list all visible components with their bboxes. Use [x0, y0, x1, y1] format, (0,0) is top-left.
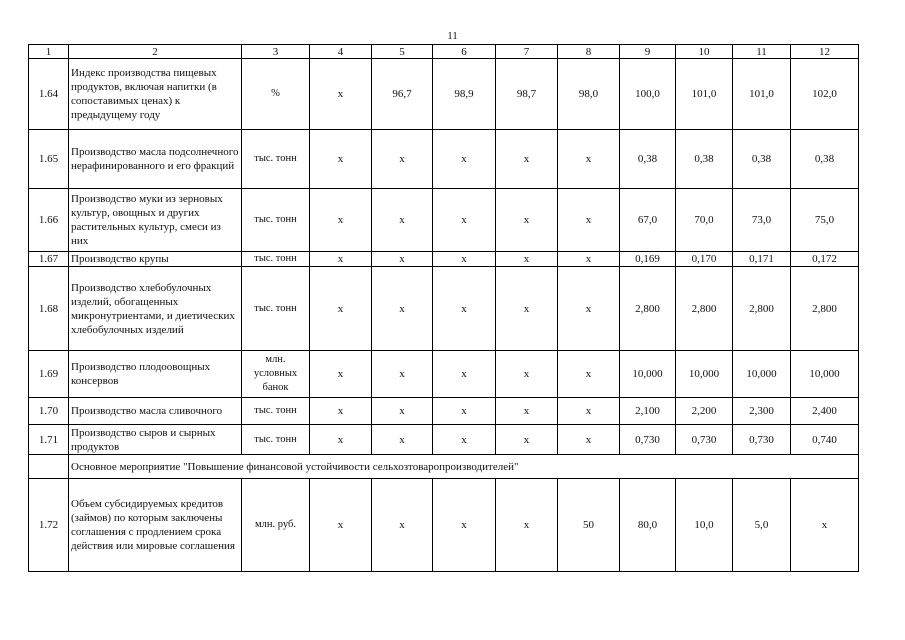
value-cell: 10,000 [791, 351, 859, 398]
value-cell: 101,0 [676, 59, 733, 130]
value-cell: х [433, 398, 496, 425]
row-number: 1.68 [29, 267, 69, 351]
value-cell: х [372, 189, 433, 252]
value-cell: 98,9 [433, 59, 496, 130]
table-row [29, 59, 859, 130]
unit-cell: млн. условных банок [242, 351, 310, 398]
value-cell: х [372, 398, 433, 425]
value-cell: 10,000 [676, 351, 733, 398]
row-number: 1.72 [29, 479, 69, 572]
indicator-name: Объем субсидируемых кредитов (займов) по которым заключены соглашения с продлением срока действия или мировые соглашения [69, 479, 242, 572]
value-cell: 5,0 [733, 479, 791, 572]
value-cell: 102,0 [791, 59, 859, 130]
header-cell: 2 [69, 45, 242, 59]
value-cell: 0,38 [676, 130, 733, 189]
value-cell: 10,000 [733, 351, 791, 398]
unit-cell: тыс. тонн [242, 252, 310, 267]
header-cell: 11 [733, 45, 791, 59]
header-cell: 4 [310, 45, 372, 59]
indicators-table [28, 44, 859, 572]
row-number: 1.67 [29, 252, 69, 267]
header-row [29, 45, 859, 59]
unit-cell: тыс. тонн [242, 425, 310, 455]
value-cell: х [496, 130, 558, 189]
value-cell: х [372, 130, 433, 189]
page-number: 11 [447, 30, 458, 42]
value-cell: 0,38 [733, 130, 791, 189]
indicator-name: Производство плодоовощных консервов [69, 351, 242, 398]
value-cell: х [433, 351, 496, 398]
value-cell: х [496, 425, 558, 455]
value-cell: х [372, 351, 433, 398]
indicator-name: Производство масла подсолнечного нерафинированного и его фракций [69, 130, 242, 189]
row-number: 1.69 [29, 351, 69, 398]
value-cell: х [310, 130, 372, 189]
value-cell: х [433, 267, 496, 351]
row-number: 1.64 [29, 59, 69, 130]
indicator-name: Производство масла сливочного [69, 398, 242, 425]
value-cell: 0,172 [791, 252, 859, 267]
value-cell: х [310, 189, 372, 252]
value-cell: 50 [558, 479, 620, 572]
table-row [29, 252, 859, 267]
value-cell: 2,200 [676, 398, 733, 425]
value-cell: х [310, 351, 372, 398]
indicator-name: Производство крупы [69, 252, 242, 267]
unit-cell: тыс. тонн [242, 130, 310, 189]
value-cell: 0,730 [620, 425, 676, 455]
value-cell: 70,0 [676, 189, 733, 252]
value-cell: 101,0 [733, 59, 791, 130]
table-row [29, 479, 859, 572]
value-cell: 0,740 [791, 425, 859, 455]
value-cell: 2,800 [791, 267, 859, 351]
unit-cell: млн. руб. [242, 479, 310, 572]
header-cell: 10 [676, 45, 733, 59]
header-cell: 8 [558, 45, 620, 59]
header-cell: 12 [791, 45, 859, 59]
table-row [29, 130, 859, 189]
header-cell: 3 [242, 45, 310, 59]
value-cell: 10,000 [620, 351, 676, 398]
value-cell: 0,730 [733, 425, 791, 455]
value-cell: х [433, 425, 496, 455]
indicator-name: Производство хлебобулочных изделий, обогащенных микронутриентами, и диетических хлебобулочных изделий [69, 267, 242, 351]
indicator-name: Производство сыров и сырных продуктов [69, 425, 242, 455]
value-cell: 2,800 [733, 267, 791, 351]
value-cell: х [496, 351, 558, 398]
unit-cell: тыс. тонн [242, 189, 310, 252]
value-cell: х [496, 479, 558, 572]
value-cell: х [558, 398, 620, 425]
indicator-name: Производство муки из зерновых культур, овощных и других растительных культур, смеси из них [69, 189, 242, 252]
value-cell: х [433, 252, 496, 267]
value-cell: х [310, 252, 372, 267]
value-cell: 0,169 [620, 252, 676, 267]
unit-cell: % [242, 59, 310, 130]
value-cell: 98,7 [496, 59, 558, 130]
table-row [29, 267, 859, 351]
value-cell: х [372, 479, 433, 572]
value-cell: х [496, 252, 558, 267]
value-cell: 67,0 [620, 189, 676, 252]
value-cell: 2,100 [620, 398, 676, 425]
value-cell: 0,171 [733, 252, 791, 267]
value-cell: х [558, 130, 620, 189]
value-cell: х [558, 252, 620, 267]
section-empty-cell [29, 455, 69, 479]
value-cell: х [372, 252, 433, 267]
header-cell: 1 [29, 45, 69, 59]
value-cell: 75,0 [791, 189, 859, 252]
row-number: 1.65 [29, 130, 69, 189]
value-cell: х [558, 425, 620, 455]
value-cell: х [433, 189, 496, 252]
header-cell: 6 [433, 45, 496, 59]
value-cell: 2,300 [733, 398, 791, 425]
table-row [29, 425, 859, 455]
value-cell: х [310, 425, 372, 455]
value-cell: х [791, 479, 859, 572]
header-cell: 7 [496, 45, 558, 59]
section-row [29, 455, 859, 479]
value-cell: х [496, 267, 558, 351]
value-cell: 73,0 [733, 189, 791, 252]
table-row [29, 189, 859, 252]
table-row [29, 351, 859, 398]
value-cell: 10,0 [676, 479, 733, 572]
value-cell: х [310, 267, 372, 351]
value-cell: х [433, 479, 496, 572]
table-row [29, 398, 859, 425]
section-title: Основное мероприятие "Повышение финансовой устойчивости сельхозтоваропроизводителей" [69, 455, 859, 479]
value-cell: 2,800 [620, 267, 676, 351]
value-cell: 2,800 [676, 267, 733, 351]
value-cell: х [433, 130, 496, 189]
row-number: 1.66 [29, 189, 69, 252]
value-cell: х [558, 189, 620, 252]
unit-cell: тыс. тонн [242, 398, 310, 425]
value-cell: 0,38 [791, 130, 859, 189]
row-number: 1.71 [29, 425, 69, 455]
value-cell: 98,0 [558, 59, 620, 130]
value-cell: х [496, 398, 558, 425]
value-cell: х [310, 479, 372, 572]
value-cell: 0,170 [676, 252, 733, 267]
header-cell: 9 [620, 45, 676, 59]
value-cell: 0,730 [676, 425, 733, 455]
value-cell: х [496, 189, 558, 252]
value-cell: 96,7 [372, 59, 433, 130]
value-cell: х [310, 59, 372, 130]
row-number: 1.70 [29, 398, 69, 425]
value-cell: х [372, 425, 433, 455]
value-cell: 100,0 [620, 59, 676, 130]
header-cell: 5 [372, 45, 433, 59]
value-cell: 2,400 [791, 398, 859, 425]
indicator-name: Индекс производства пищевых продуктов, включая напитки (в сопоставимых ценах) к предыдущему году [69, 59, 242, 130]
value-cell: х [310, 398, 372, 425]
value-cell: х [558, 267, 620, 351]
value-cell: 80,0 [620, 479, 676, 572]
value-cell: 0,38 [620, 130, 676, 189]
value-cell: х [372, 267, 433, 351]
unit-cell: тыс. тонн [242, 267, 310, 351]
value-cell: х [558, 351, 620, 398]
